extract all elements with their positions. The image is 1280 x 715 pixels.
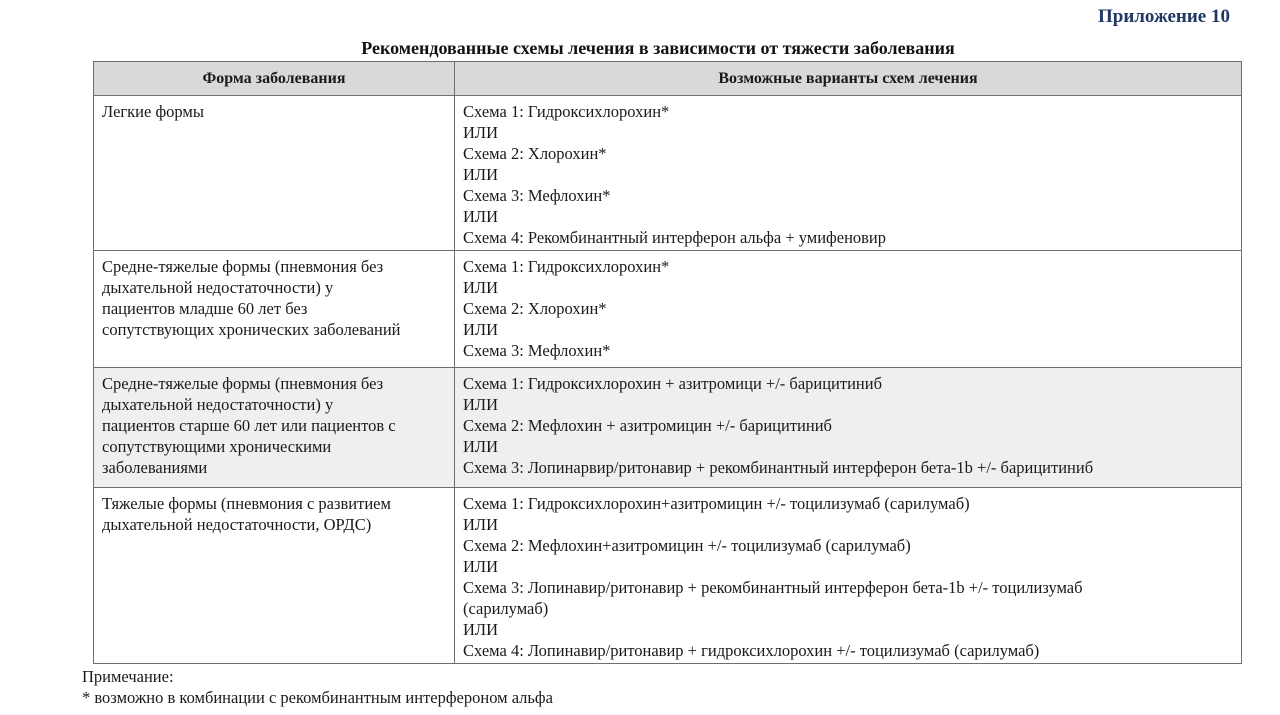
scheme-line: Схема 2: Хлорохин* — [463, 299, 607, 318]
scheme-line: Схема 4: Рекомбинантный интерферон альфа + умифеновир — [463, 228, 887, 247]
schemes-cell — [455, 96, 1242, 251]
table-row — [94, 368, 1242, 488]
disease-cell — [94, 251, 455, 368]
table-row — [94, 488, 1242, 664]
disease-text: Легкие формы — [102, 102, 204, 121]
scheme-line: Схема 1: Гидроксихлорохин* — [463, 102, 670, 121]
disease-cell — [94, 488, 455, 664]
schemes-cell — [455, 368, 1242, 488]
scheme-line: Схема 4: Лопинавир/ритонавир + гидроксихлорохин +/- тоцилизумаб (сарилумаб) — [463, 641, 1040, 660]
scheme-line: ИЛИ — [463, 207, 499, 226]
scheme-line: ИЛИ — [463, 395, 499, 414]
scheme-line: ИЛИ — [463, 165, 499, 184]
scheme-line: Схема 3: Лопинавир/ритонавир + рекомбинантный интерферон бета-1b +/- тоцилизумаб — [463, 578, 1083, 597]
header-treatment-options: Возможные варианты схем лечения — [455, 62, 1242, 96]
appendix-label: Приложение 10 — [1097, 6, 1230, 27]
scheme-line: ИЛИ — [463, 123, 499, 142]
page-title: Рекомендованные схемы лечения в зависимости от тяжести заболевания — [361, 38, 955, 58]
scheme-line: ИЛИ — [463, 278, 499, 297]
table-row — [94, 251, 1242, 368]
scheme-line: Схема 3: Мефлохин* — [463, 341, 611, 360]
note-label: Примечание: — [82, 667, 174, 686]
scheme-line: Схема 2: Мефлохин+азитромицин +/- тоцилизумаб (сарилумаб) — [463, 536, 911, 555]
scheme-line: Схема 1: Гидроксихлорохин + азитромици +/- барицитиниб — [463, 374, 882, 393]
scheme-line: Схема 1: Гидроксихлорохин+азитромицин +/- тоцилизумаб (сарилумаб) — [463, 494, 970, 513]
disease-text: Средне-тяжелые формы (пневмония без дыхательной недостаточности) у пациентов младше 60 лет без сопутствующих хронических заболеваний — [102, 257, 401, 339]
scheme-line: ИЛИ — [463, 515, 499, 534]
header-disease-form: Форма заболевания — [94, 62, 455, 96]
scheme-line: ИЛИ — [463, 557, 499, 576]
disease-cell — [94, 368, 455, 488]
disease-text: Тяжелые формы (пневмония с развитием дыхательной недостаточности, ОРДС) — [102, 494, 391, 534]
scheme-line: Схема 3: Лопинарвир/ритонавир + рекомбинантный интерферон бета-1b +/- барицитиниб — [463, 458, 1094, 477]
schemes-cell — [455, 251, 1242, 368]
table-header-row — [94, 62, 1242, 96]
disease-cell — [94, 96, 455, 251]
scheme-line: ИЛИ — [463, 620, 499, 639]
scheme-line: ИЛИ — [463, 437, 499, 456]
scheme-line: (сарилумаб) — [463, 599, 549, 618]
note-text: * возможно в комбинации с рекомбинантным интерфероном альфа — [82, 688, 553, 707]
scheme-line: ИЛИ — [463, 320, 499, 339]
scheme-line: Схема 2: Мефлохин + азитромицин +/- барицитиниб — [463, 416, 832, 435]
scheme-line: Схема 3: Мефлохин* — [463, 186, 611, 205]
treatment-table — [93, 61, 1242, 664]
schemes-cell — [455, 488, 1242, 664]
scheme-line: Схема 1: Гидроксихлорохин* — [463, 257, 670, 276]
scheme-line: Схема 2: Хлорохин* — [463, 144, 607, 163]
table-row — [94, 96, 1242, 251]
disease-text: Средне-тяжелые формы (пневмония без дыхательной недостаточности) у пациентов старше 60 лет или пациентов с сопутствующими хроническими заболеваниями — [102, 374, 396, 477]
